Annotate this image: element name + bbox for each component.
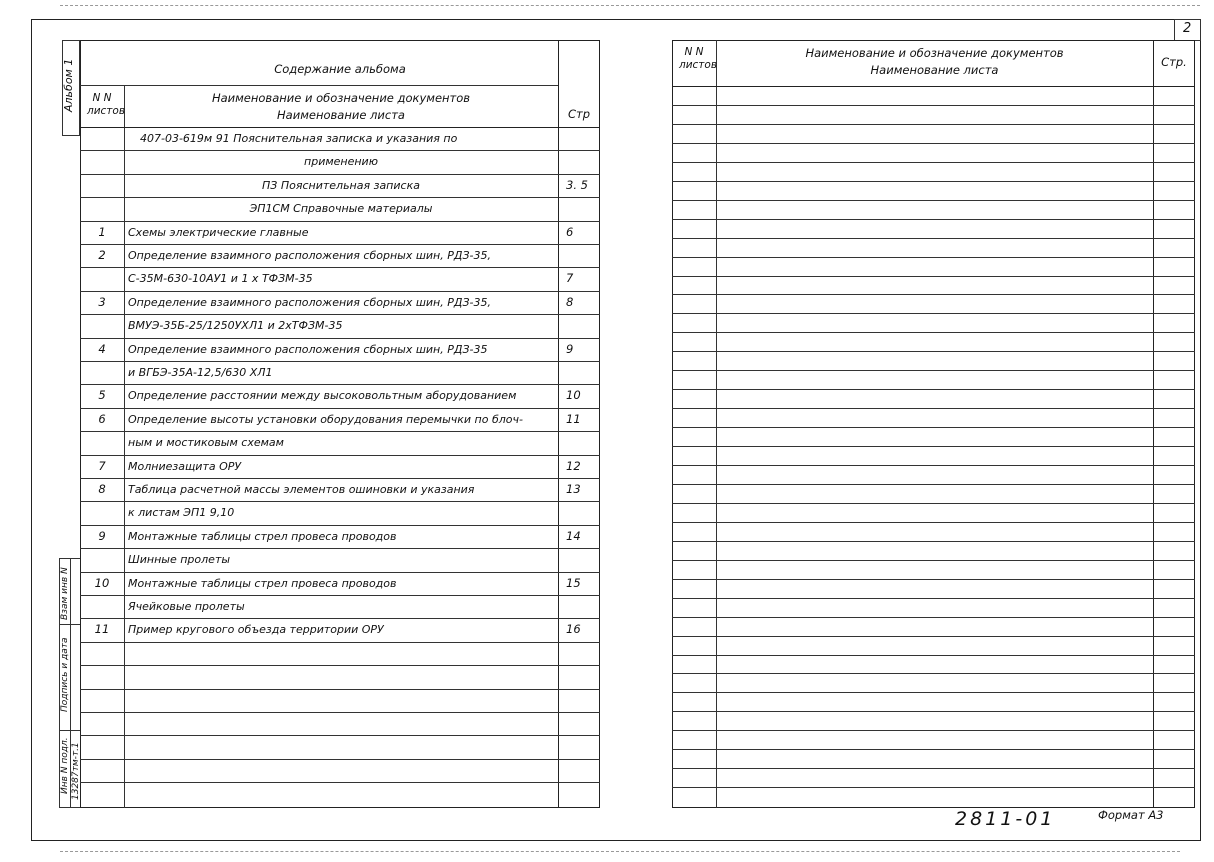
row-divider xyxy=(672,238,1195,239)
row-divider xyxy=(672,389,1195,390)
row-divider xyxy=(80,455,600,456)
row-divider xyxy=(80,478,600,479)
row-divider xyxy=(80,712,600,713)
row-sheet-number: 9 xyxy=(98,528,106,543)
stamp-vzam: Взам инв N xyxy=(60,567,70,620)
row-title: Определение взаимного расположения сборных шин, РДЗ-35 xyxy=(128,342,488,356)
row-divider xyxy=(80,338,600,339)
row-divider xyxy=(672,465,1195,466)
row-title: и ВГБЭ-35А-12,5/630 ХЛ1 xyxy=(128,366,273,379)
right-col-num-header xyxy=(674,46,718,72)
row-divider xyxy=(672,276,1195,277)
row-divider xyxy=(672,711,1195,712)
row-divider xyxy=(80,525,600,526)
row-divider xyxy=(80,244,600,245)
row-sheet-number: 3 xyxy=(98,294,106,309)
row-divider xyxy=(80,548,600,549)
row-divider xyxy=(672,541,1195,542)
row-title: Монтажные таблицы стрел провеса проводов xyxy=(128,529,397,543)
doc-code: 2811-01 xyxy=(955,808,1056,830)
row-title: Пример кругового объезда территории ОРУ xyxy=(128,623,384,637)
right-col-name-header-line1: Наименование и обозначение документов xyxy=(805,46,1064,60)
row-title: Определение высоты установки оборудования перемычки по блоч- xyxy=(128,412,523,426)
col-num-header-text: N N листов xyxy=(87,92,126,117)
row-divider xyxy=(672,503,1195,504)
row-title: Определение взаимного расположения сборных шин, РДЗ-35, xyxy=(128,249,491,262)
row-divider xyxy=(672,408,1195,409)
row-divider xyxy=(80,595,600,596)
stamp-podpis: Подпись и дата xyxy=(60,637,70,712)
row-divider xyxy=(672,313,1195,314)
row-title: Определение взаимного расположения сборных шин, РДЗ-35, xyxy=(128,295,491,309)
row-divider xyxy=(672,768,1195,769)
row-divider xyxy=(672,522,1195,523)
row-page: 15 xyxy=(566,575,581,590)
row-page: 11 xyxy=(566,411,581,426)
row-divider xyxy=(80,665,600,666)
row-page: 3. 5 xyxy=(566,177,588,192)
col-name-header-line1: Наименование и обозначение документов xyxy=(211,91,471,105)
row-divider xyxy=(672,370,1195,371)
row-sheet-number: 2 xyxy=(98,248,106,262)
scan-artifact-top xyxy=(60,5,1200,6)
row-divider xyxy=(672,294,1195,295)
row-divider xyxy=(672,446,1195,447)
format-label: Формат А3 xyxy=(1098,808,1164,822)
row-divider xyxy=(80,501,600,502)
row-page: 7 xyxy=(566,271,574,286)
row-sheet-number: 5 xyxy=(98,388,106,403)
row-page: 10 xyxy=(566,388,581,403)
row-divider xyxy=(672,598,1195,599)
row-title: Монтажные таблицы стрел провеса проводов xyxy=(128,576,397,590)
row-divider xyxy=(672,162,1195,163)
row-title: Определение расстоянии между высоковольтным аборудованием xyxy=(128,389,517,403)
row-page: 16 xyxy=(566,622,581,637)
row-title: ВМУЭ-35Б-25/1250УХЛ1 и 2хТФЗМ-35 xyxy=(128,319,343,333)
album-label: Альбом 1 xyxy=(62,58,75,112)
row-title: Шинные пролеты xyxy=(128,553,231,567)
row-divider xyxy=(672,730,1195,731)
row-page: 12 xyxy=(566,458,581,473)
right-col-page-header: Стр. xyxy=(1161,55,1187,69)
row-divider xyxy=(672,749,1195,750)
row-divider xyxy=(672,105,1195,106)
row-divider xyxy=(672,200,1195,201)
row-divider xyxy=(80,689,600,690)
row-sheet-number: 7 xyxy=(98,458,106,473)
row-title: ным и мостиковым схемам xyxy=(128,436,284,450)
row-divider xyxy=(80,782,600,783)
row-divider xyxy=(672,427,1195,428)
row-divider xyxy=(672,655,1195,656)
row-title: Схемы электрические главные xyxy=(128,225,309,239)
col-num-header xyxy=(82,92,126,118)
row-sheet-number: 8 xyxy=(98,482,106,496)
row-divider xyxy=(672,560,1195,561)
row-divider xyxy=(80,572,600,573)
row-divider xyxy=(80,384,600,385)
row-divider xyxy=(80,314,600,315)
row-divider xyxy=(80,431,600,432)
row-divider xyxy=(80,735,600,736)
row-divider xyxy=(672,332,1195,333)
row-sheet-number: 4 xyxy=(98,341,106,356)
row-title: к листам ЭП1 9,10 xyxy=(128,506,235,520)
row-divider xyxy=(672,219,1195,220)
row-divider xyxy=(80,150,600,151)
row-divider xyxy=(80,408,600,409)
row-divider xyxy=(672,257,1195,258)
row-divider xyxy=(672,579,1195,580)
col-name-header-line2: Наименование листа xyxy=(277,108,405,122)
row-sheet-number: 1 xyxy=(98,224,106,239)
row-divider xyxy=(672,124,1195,125)
row-divider xyxy=(672,351,1195,352)
row-divider xyxy=(80,291,600,292)
row-divider xyxy=(80,267,600,268)
row-page: 14 xyxy=(566,528,581,543)
row-page: 6 xyxy=(566,224,574,239)
row-divider xyxy=(80,361,600,362)
row-title: ПЗ Пояснительная записка xyxy=(262,178,420,192)
row-divider xyxy=(80,642,600,643)
page-number: 2 xyxy=(1183,21,1192,36)
stamp-inv-num: 13287тм-т.1 xyxy=(71,742,81,800)
row-title: С-35М-630-10АУ1 и 1 х ТФЗМ-35 xyxy=(128,272,313,286)
row-divider xyxy=(80,197,600,198)
scan-artifact-bottom xyxy=(60,851,1180,852)
row-divider xyxy=(672,636,1195,637)
row-page: 8 xyxy=(566,294,574,309)
row-title: ЭП1СМ Справочные материалы xyxy=(249,202,433,216)
row-divider xyxy=(672,692,1195,693)
row-divider xyxy=(80,174,600,175)
row-divider xyxy=(672,617,1195,618)
contents-title: Содержание альбома xyxy=(274,62,406,76)
row-title: Молниезащита ОРУ xyxy=(128,459,242,473)
row-divider xyxy=(672,86,1195,87)
right-col-num-header-text: N N листов xyxy=(679,46,718,71)
row-page: 13 xyxy=(566,482,581,496)
row-title: Ячейковые пролеты xyxy=(128,600,245,613)
row-divider xyxy=(672,484,1195,485)
row-page: 9 xyxy=(566,341,574,356)
row-title: применению xyxy=(304,155,378,169)
row-sheet-number: 11 xyxy=(94,622,110,637)
row-divider xyxy=(80,618,600,619)
row-divider xyxy=(672,787,1195,788)
row-sheet-number: 6 xyxy=(98,411,106,426)
row-divider xyxy=(80,759,600,760)
right-col-name-header-line2: Наименование листа xyxy=(870,63,999,77)
col-page-header: Стр xyxy=(567,107,591,121)
row-divider xyxy=(672,181,1195,182)
row-divider xyxy=(672,673,1195,674)
row-title: 407-03-619м 91 Пояснительная записка и указания по xyxy=(140,132,458,145)
row-divider xyxy=(672,143,1195,144)
row-title: Таблица расчетной массы элементов ошиновки и указания xyxy=(128,483,475,496)
stamp-inv: Инв N подл. xyxy=(60,737,70,794)
row-divider xyxy=(80,221,600,222)
row-sheet-number: 10 xyxy=(94,575,110,590)
